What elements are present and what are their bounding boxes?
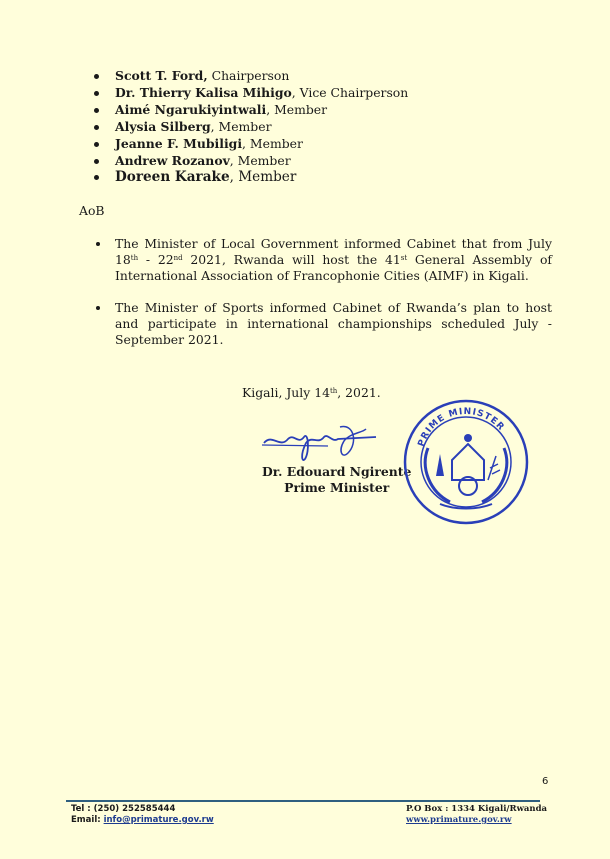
member-item xyxy=(92,153,408,170)
signature-icon xyxy=(258,415,378,465)
member-item xyxy=(92,102,408,119)
member-role: , Member xyxy=(229,169,297,186)
member-name: Alysia Silberg xyxy=(115,118,211,134)
footer-email: Email: info@primature.gov.rw xyxy=(71,815,214,825)
member-name: Scott T. Ford, xyxy=(115,68,208,83)
member-role: , Member xyxy=(210,118,272,134)
member-name: Dr. Thierry Kalisa Mihigo xyxy=(115,84,292,100)
member-item xyxy=(92,119,408,136)
place-date: Kigali, July 14th, 2021. xyxy=(242,385,381,400)
member-item xyxy=(92,169,408,186)
member-name: Andrew Rozanov xyxy=(115,152,230,168)
footer-tel: Tel : (250) 252585444 xyxy=(71,804,176,814)
aob-item: The Minister of Sports informed Cabinet of Rwanda’s plan to host and participate in international championships scheduled July - September 2021. xyxy=(92,300,552,349)
aob-item: The Minister of Local Government informed Cabinet that from July 18th - 22nd 2021, Rwanda will host the 41st General Assembly of International Association of Francophonie Cities (AIMF) in Kigali. xyxy=(92,236,552,285)
board-members-list xyxy=(92,68,408,186)
footer-divider xyxy=(66,800,540,802)
aob-list xyxy=(92,236,552,363)
signer-block xyxy=(262,464,411,496)
member-role: Chairperson xyxy=(207,68,290,83)
footer-address xyxy=(406,804,547,826)
signer-name: Dr. Edouard Ngirente xyxy=(262,464,412,479)
member-item xyxy=(92,136,408,153)
member-role: , Member xyxy=(242,135,303,151)
member-item xyxy=(92,68,408,85)
member-item xyxy=(92,85,408,102)
member-name: Doreen Karake xyxy=(115,169,230,186)
member-role: , Member xyxy=(266,101,328,117)
member-name: Jeanne F. Mubiligi xyxy=(115,135,243,151)
footer-contact xyxy=(71,804,214,826)
page-number: 6 xyxy=(542,776,549,787)
footer-po-box: P.O Box : 1334 Kigali/Rwanda xyxy=(406,804,548,814)
aob-heading: AoB xyxy=(79,203,105,218)
email-link[interactable]: info@primature.gov.rw xyxy=(103,815,214,825)
signer-title: Prime Minister xyxy=(284,480,390,495)
prime-minister-seal-icon xyxy=(400,398,532,525)
seal-text: PRIME MINISTER xyxy=(416,406,507,449)
website-link[interactable]: www.primature.gov.rw xyxy=(406,815,512,825)
member-role: , Vice Chairperson xyxy=(291,84,409,100)
member-name: Aimé Ngarukiyintwali xyxy=(115,101,267,117)
member-role: , Member xyxy=(229,152,291,168)
